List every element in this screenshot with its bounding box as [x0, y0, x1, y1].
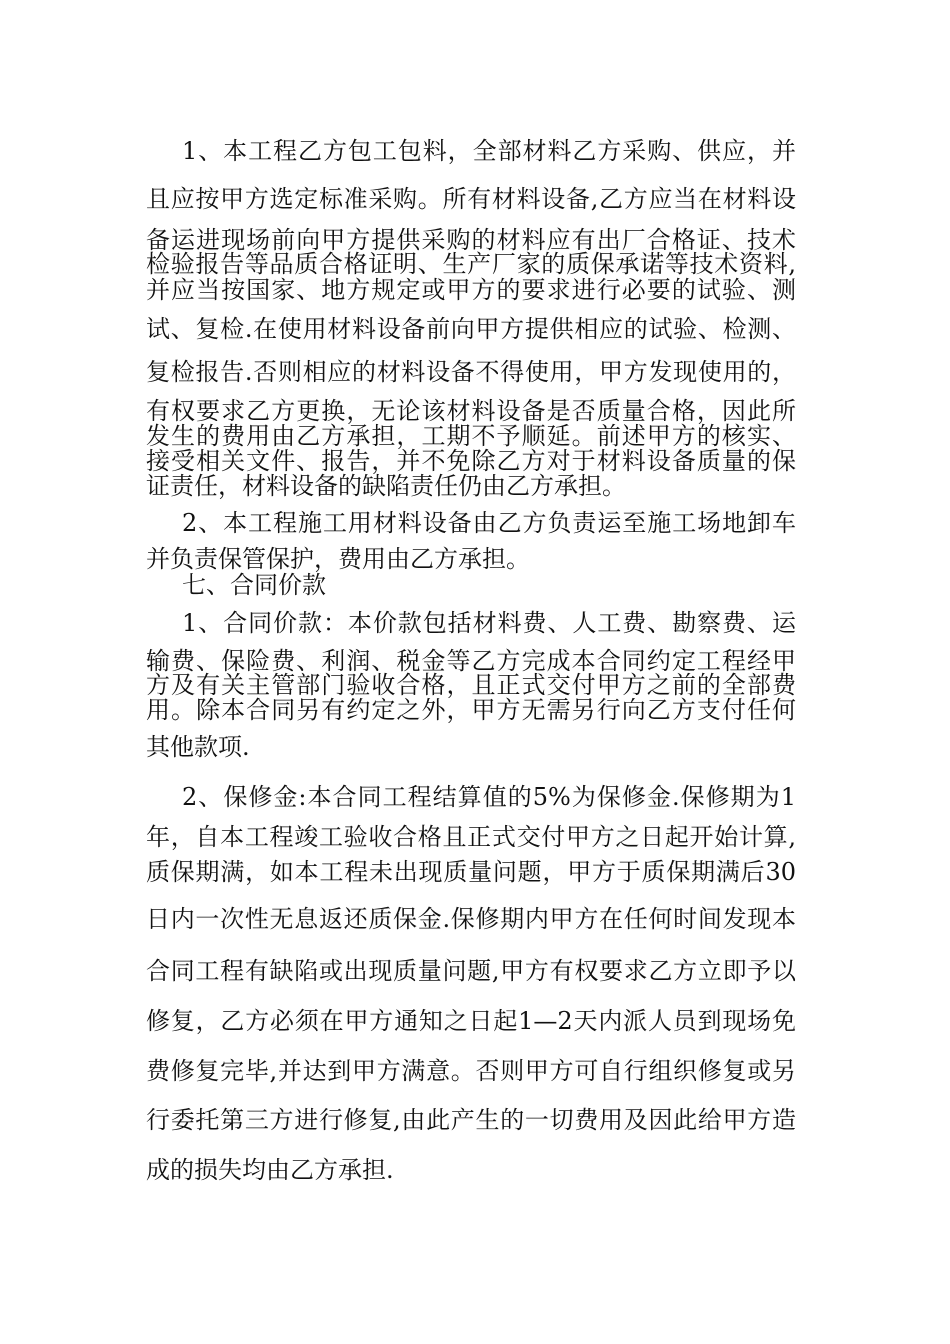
text-line: 发生的费用由乙方承担，工期不予顺延。前述甲方的核实、: [146, 422, 796, 450]
text-line: 检验报告等品质合格证明、生产厂家的质保承诺等技术资料,: [146, 250, 796, 278]
text-line: 且应按甲方选定标准采购。所有材料设备,乙方应当在材料设: [146, 185, 796, 213]
text-line: 合同工程有缺陷或出现质量问题,甲方有权要求乙方立即予以: [146, 957, 796, 985]
text-line: 证责任，材料设备的缺陷责任仍由乙方承担。: [146, 472, 626, 500]
text-line: 并负责保管保护，费用由乙方承担。: [146, 545, 530, 573]
text-line: 方及有关主管部门验收合格，且正式交付甲方之前的全部费: [146, 671, 796, 699]
section-heading: 七、合同价款: [182, 571, 326, 599]
text-line: 成的损失均由乙方承担.: [146, 1156, 394, 1184]
text-line: 输费、保险费、利润、税金等乙方完成本合同约定工程经甲: [146, 647, 796, 675]
text-line: 复检报告.否则相应的材料设备不得使用，甲方发现使用的，: [146, 358, 796, 386]
text-line: 其他款项.: [146, 733, 250, 761]
text-line: 年，自本工程竣工验收合格且正式交付甲方之日起开始计算,: [146, 823, 796, 851]
text-line: 接受相关文件、报告，并不免除乙方对于材料设备质量的保: [146, 447, 796, 475]
text-line: 有权要求乙方更换，无论该材料设备是否质量合格，因此所: [146, 397, 796, 425]
text-line: 行委托第三方进行修复,由此产生的一切费用及因此给甲方造: [146, 1106, 796, 1134]
text-line: 1、本工程乙方包工包料，全部材料乙方采购、供应，并: [182, 137, 796, 165]
text-line: 费修复完毕,并达到甲方满意。否则甲方可自行组织修复或另: [146, 1057, 796, 1085]
text-line: 修复，乙方必须在甲方通知之日起1—2天内派人员到现场免: [146, 1007, 796, 1035]
text-line: 1、合同价款：本价款包括材料费、人工费、勘察费、运: [182, 609, 796, 637]
text-line: 并应当按国家、地方规定或甲方的要求进行必要的试验、测: [146, 276, 796, 304]
text-line: 2、保修金:本合同工程结算值的5%为保修金.保修期为1: [182, 783, 796, 811]
text-line: 试、复检.在使用材料设备前向甲方提供相应的试验、检测、: [146, 315, 796, 343]
text-line: 2、本工程施工用材料设备由乙方负责运至施工场地卸车: [182, 509, 796, 537]
text-line: 用。除本合同另有约定之外，甲方无需另行向乙方支付任何: [146, 696, 796, 724]
text-line: 质保期满，如本工程未出现质量问题，甲方于质保期满后30: [146, 858, 796, 886]
text-line: 日内一次性无息返还质保金.保修期内甲方在任何时间发现本: [146, 905, 796, 933]
text-line: 备运进现场前向甲方提供采购的材料应有出厂合格证、技术: [146, 226, 796, 254]
